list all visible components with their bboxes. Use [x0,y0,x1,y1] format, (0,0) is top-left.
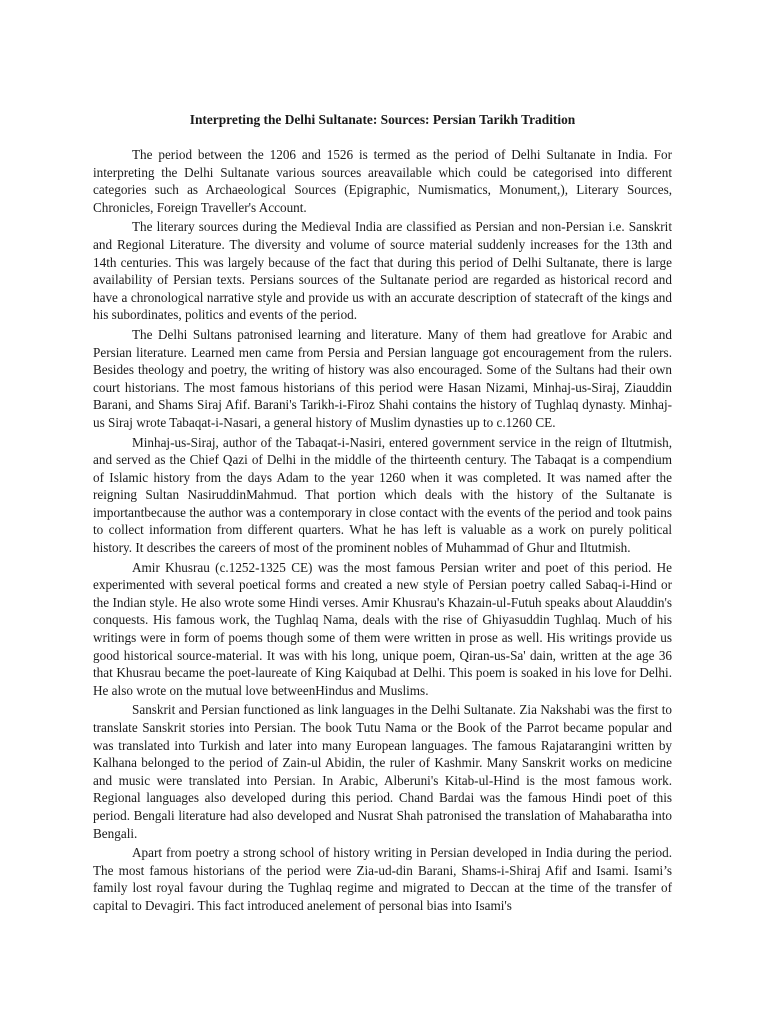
paragraph-amir-khusrau: Amir Khusrau (c.1252-1325 CE) was the most famous Persian writer and poet of this period. He experimented with several poetical forms and created a new style of Persian poetry called Sabaq-i-Hind or the Indian style. He also wrote some Hindi verses. Amir Khusrau's Khazain-ul-Futuh speaks about Alauddin's conquests. His famous work, the Tughlaq Nama, deals with the rise of Ghiyasuddin Tughlaq. Much of his writings were in form of poems though some of them were written in prose as well. His writings provide us good historical source-material. It was with his long, unique poem, Qiran-us-Sa' dain, written at the age 36 that Khusrau became the poet-laureate of King Kaiqubad at Delhi. This poem is soaked in his love for Delhi. He also wrote on the mutual love betweenHindus and Muslims. [93,559,672,698]
paragraph-delhi-sultanate-period: The period between the 1206 and 1526 is termed as the period of Delhi Sultanate in India. For interpreting the Delhi Sultanate various sources areavailable which could be categorised into different categories such as Archaeological Sources (Epigraphic, Numismatics, Monument,), Literary Sources, Chronicles, Foreign Traveller's Account. [93,147,672,215]
paragraph-patronage-of-literature: The Delhi Sultans patronised learning and literature. Many of them had greatlove for Arabic and Persian literature. Learned men came from Persia and Persian language got encouragement from the rulers. Besides theology and poetry, the writing of history was also encouraged. Some of the Sultans had their own court historians. The most famous historians of this period were Hasan Nizami, Minhaj-us-Siraj, Ziauddin Barani, and Shams Siraj Afif. Barani's Tarikh-i-Firoz Shahi contains the history of Tughlaq dynasty. Minhaj-us Siraj wrote Tabaqat-i-Nasari, a general history of Muslim dynasties up to c.1260 CE. [93,326,672,430]
paragraph-history-writing: Apart from poetry a strong school of history writing in Persian developed in India during the period. The most famous historians of the period were Zia-ud-din Barani, Shams-i-Shiraj Afif and Isami. Isami’s family lost royal favour during the Tughlaq regime and migrated to Deccan at the time of the transfer of capital to Devagiri. This fact introduced anelement of personal bias into Isami's [93,845,672,913]
document-title: Interpreting the Delhi Sultanate: Sources: Persian Tarikh Tradition [189,112,576,127]
document-page [93,0,672,1024]
paragraph-minhaj-us-siraj: Minhaj-us-Siraj, author of the Tabaqat-i-Nasiri, entered government service in the reign of Iltutmish, and served as the Chief Qazi of Delhi in the middle of the thirteenth century. The Tabaqat is a compendium of Islamic history from the days Adam to the year 1260 when it was completed. It was named after the reigning Sultan NasiruddinMahmud. That portion which deals with the history of the Sultanate is importantbecause the author was a contemporary in close contact with the events of the period and took pains to collect information from different quarters. What he has left is valuable as a work on purely political history. It describes the careers of most of the prominent nobles of Muhammad of Ghur and Iltutmish. [93,434,672,556]
document-body [93,146,672,915]
paragraph-literary-sources: The literary sources during the Medieval India are classified as Persian and non-Persian i.e. Sanskrit and Regional Literature. The diversity and volume of source material suddenly increases for the 13th and 14th centuries. This was largely because of the fact that during this period of Delhi Sultanate, there is large availability of Persian texts. Persians sources of the Sultanate period are regarded as historical record and have a chronological narrative style and provide us with an accurate description of statecraft of the kings and his subordinates, politics and events of the period. [93,219,672,323]
paragraph-link-languages: Sanskrit and Persian functioned as link languages in the Delhi Sultanate. Zia Nakshabi was the first to translate Sanskrit stories into Persian. The book Tutu Nama or the Book of the Parrot became popular and was translated into Turkish and later into many European languages. The famous Rajatarangini written by Kalhana belonged to the period of Zain-ul Abidin, the ruler of Kashmir. Many Sanskrit works on medicine and music were translated into Persian. In Arabic, Alberuni's Kitab-ul-Hind is the most famous work. Regional languages also developed during this period. Chand Bardai was the famous Hindi poet of this period. Bengali literature had also developed and Nusrat Shah patronised the translation of Mahabaratha into Bengali. [93,702,672,841]
